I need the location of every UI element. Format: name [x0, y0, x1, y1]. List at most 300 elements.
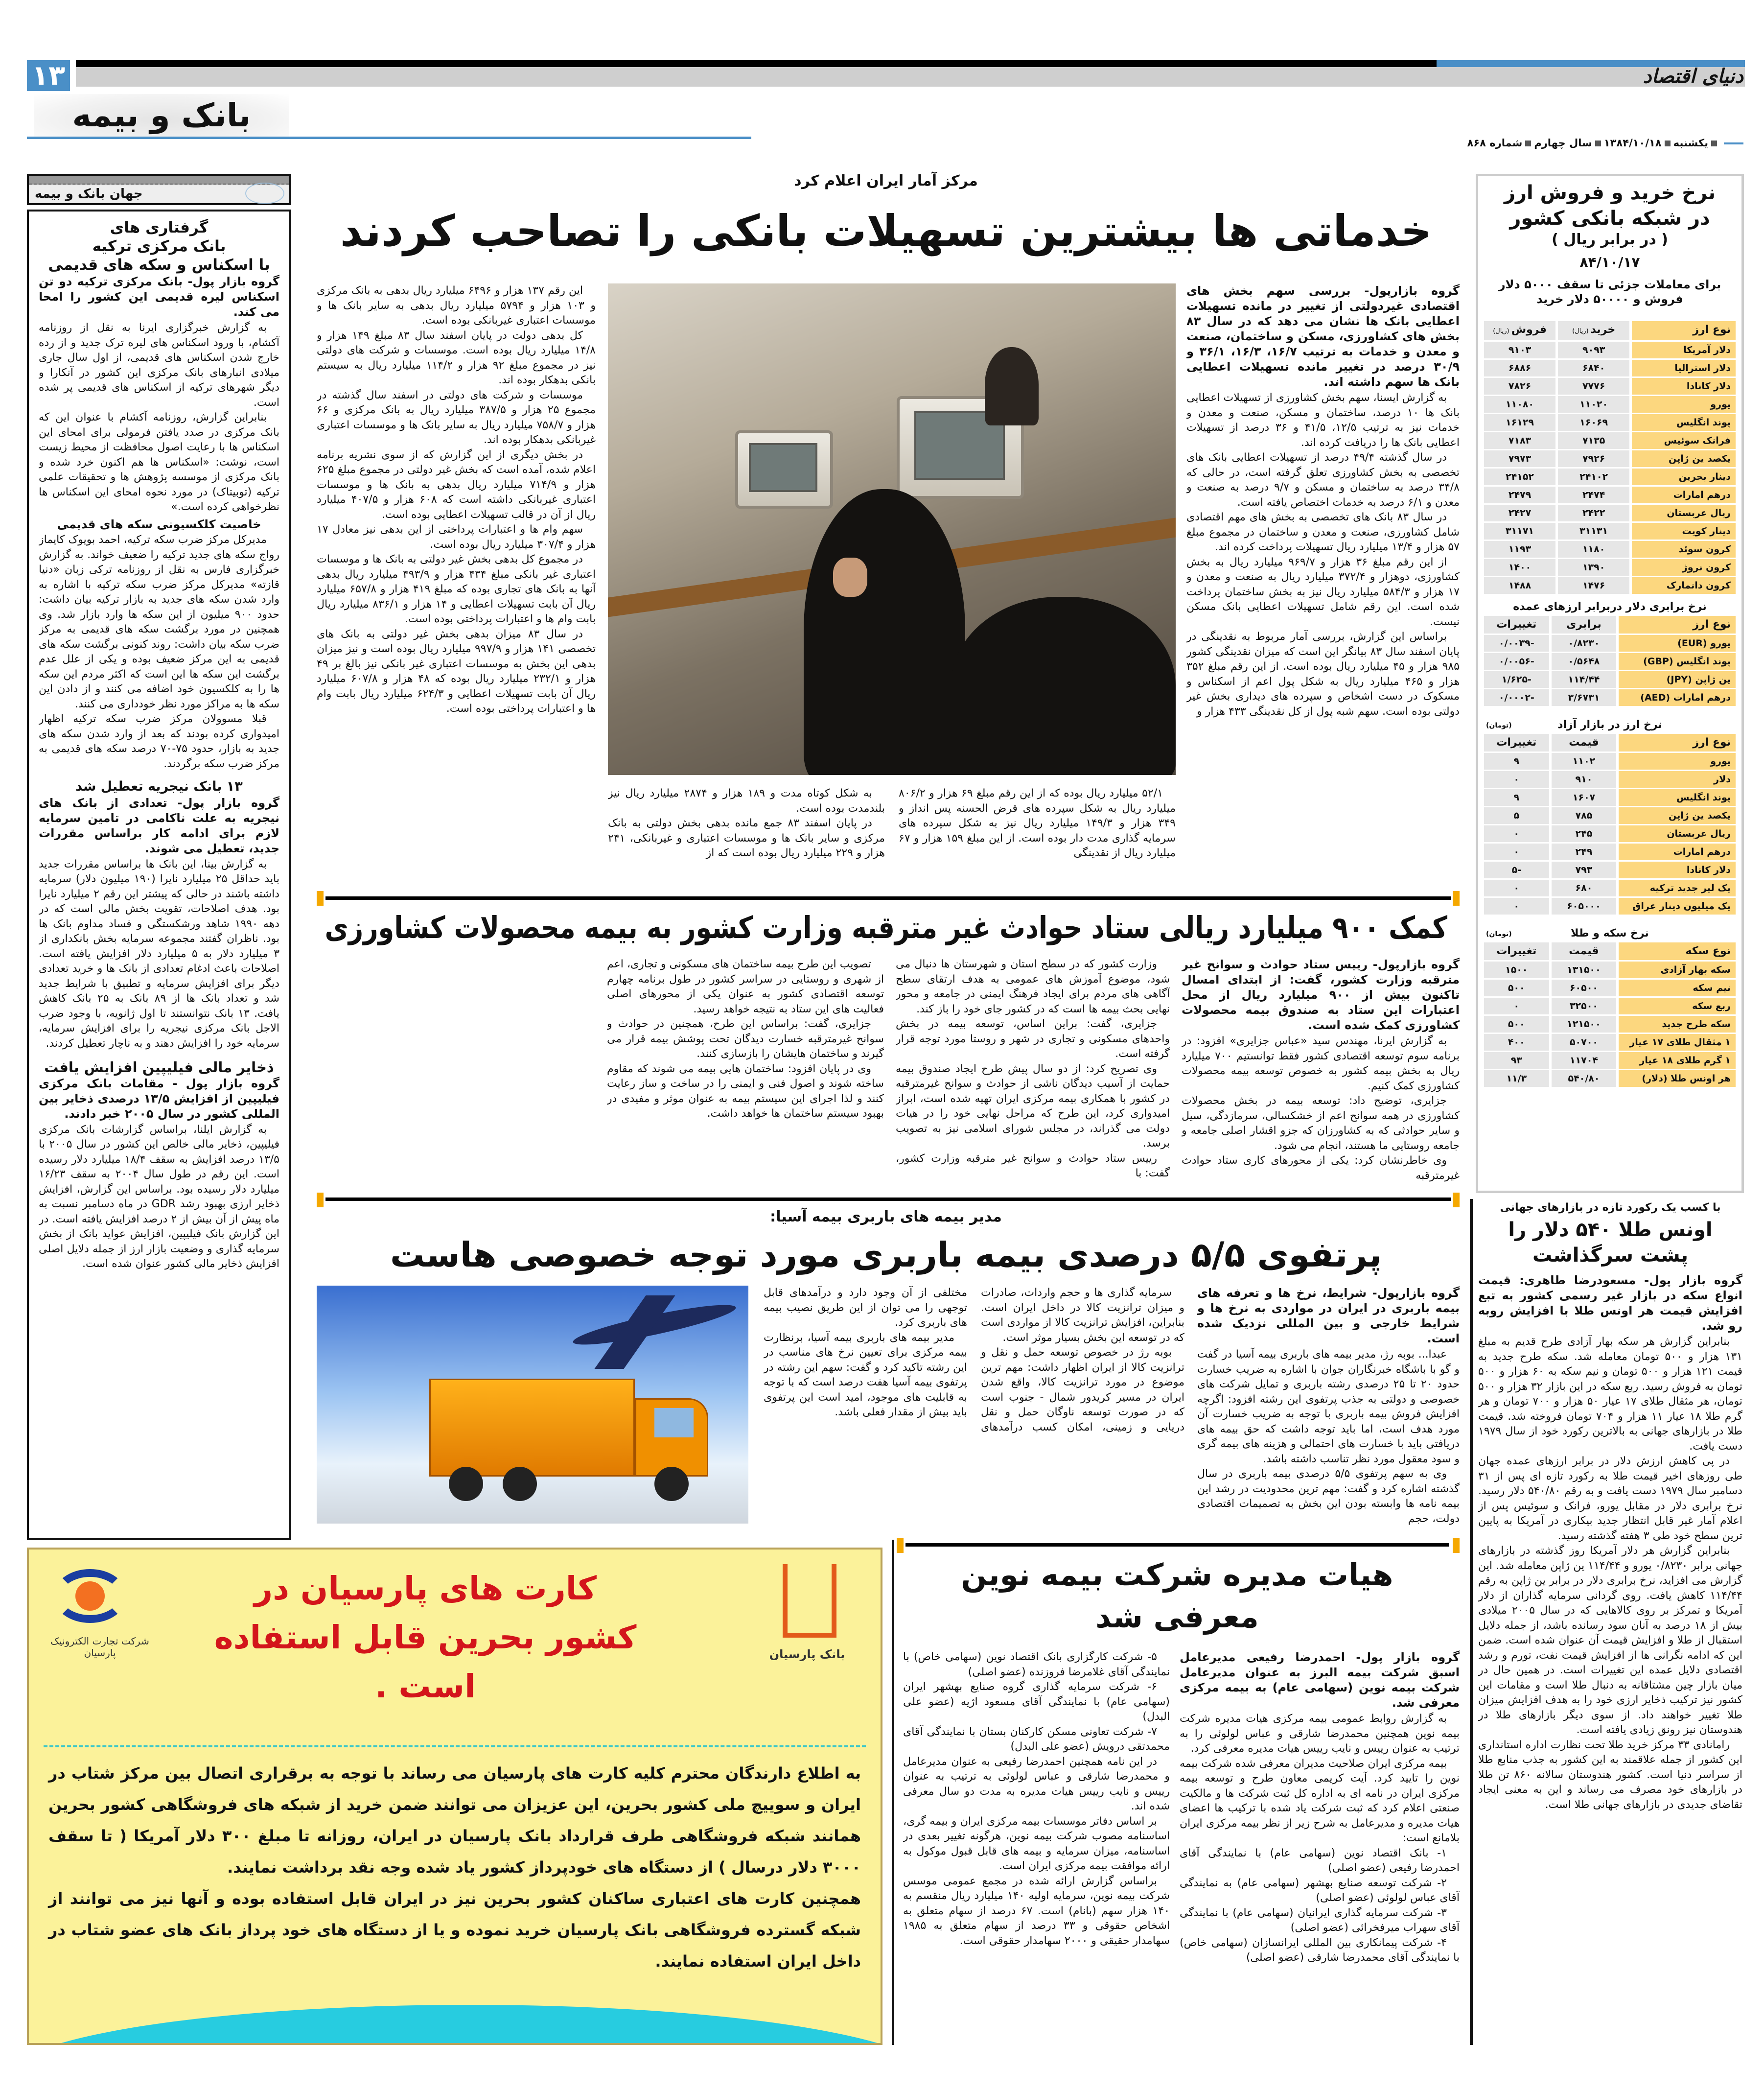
- value-cell: ۷۱۸۳: [1484, 432, 1555, 449]
- turkey-title-2: بانک مرکزی ترکیه: [92, 237, 226, 255]
- paragraph: به گزارش ایسنا، سهم بخش کشاورزی از تسهیلات اعطایی بانک ها ۱۰ درصد، ساختمان و مسکن، صنعت و معدن و خدمات نیز به ترتیب ۱۲/۵، ۴۱/۵ و ۳۶ درصد از تسهیلات اعطایی بانک ها را دریافت کرده اند.: [1186, 392, 1460, 449]
- cargo-truck-image: [317, 1286, 748, 1524]
- value-cell: ۱۳۱۵۰۰: [1552, 962, 1617, 978]
- paragraph: وزارت کشور که در سطح استان و شهرستان ها دنبال می شود، موضوع آموزش های عمومی به هدف ارتقای سطح آگاهی های مردم برای ایجاد فرهنگ ایمنی در جامعه و محور نهایی بحث بیمه ها است که در کشور جای خود را باز کند.: [896, 958, 1170, 1015]
- value-cell: ۷۹۷۳: [1484, 450, 1555, 467]
- value-cell: -۰/۰۰۰۲: [1484, 689, 1549, 706]
- table-row: [1484, 671, 1736, 688]
- main-article-col4: [317, 283, 596, 886]
- table-header-cell: برابری: [1552, 616, 1617, 634]
- divider-marker: [897, 1538, 904, 1553]
- value-cell: ۷۹۳: [1552, 862, 1617, 878]
- currency-name-cell: یکصد ین ژاپن: [1619, 807, 1736, 824]
- currency-name-cell: یورو: [1619, 753, 1736, 770]
- parsian-bank-advertisement[interactable]: [27, 1548, 882, 2045]
- value-cell: ۵: [1484, 807, 1549, 824]
- currency-name-cell: ریال عربستان: [1632, 505, 1736, 521]
- issue-number: شماره ۸۶۸: [1467, 137, 1523, 149]
- column-rule: [1470, 1199, 1473, 2045]
- value-cell: ۰/۸۲۳۰: [1552, 635, 1617, 652]
- value-cell: ۱۴۷۶: [1558, 577, 1629, 594]
- paragraph: جزایری، توضیح داد: توسعه بیمه در بخش محصولات کشاورزی در همه سوانح اعم از خشکسالی، سرمازدگی، سیل و سایر حوادثی که به کشاورزان که جزو اقشار اصلی جامعه و جامعه روستایی ما هستند، انجام می شود.: [1182, 1095, 1460, 1152]
- agri-headline: کمک ۹۰۰ میلیارد ریالی ستاد حوادث غیر مترقبه وزارت کشور به بیمه محصولات کشاورزی: [325, 910, 1447, 945]
- currency-name-cell: ریال عربستان: [1619, 825, 1736, 842]
- agri-article-col3: [607, 957, 884, 1192]
- paragraph: به گزارش روابط عمومی بیمه مرکزی هیات مدیره شرکت بیمه نوین همچنین محمدرضا شارقی و عباس لولوئی را به ترتیب به عنوان رییس و نایب رییس هیات مدیره معرفی کرد.: [1180, 1713, 1460, 1755]
- paragraph: در پی کاهش ارزش دلار در برابر ارزهای عمده جهان طی روزهای اخیر قیمت طلا به رکورد تازه ای پس از ۳۱ دسامبر سال ۱۹۷۹ دست یافت و به رقم ۵۴۰/۸۰ دلار رسید. نرخ برابری دلار در مقابل یورو، فرانک و سوئیس پس از اعلام آمار غیر قابل انتظار جدید بیکاری در آمریکا به پایین ترین سطح خود طی ۳ هفته گذشته رسید.: [1478, 1455, 1742, 1542]
- main-article-col1: [1186, 283, 1460, 886]
- value-cell: ۱۱۹۳: [1484, 541, 1555, 558]
- paragraph: به گزارش ایلنا، براساس گزارشات بانک مرکزی فیلیپین، ذخایر مالی خالص این کشور در سال ۲۰۰۵ با ۱۳/۵ درصد افزایش به سقف ۱۸/۴ میلیارد دلار رسیده است. این رقم در طول سال ۲۰۰۴ به سقف ۱۶/۲۳ میلیارد دلار رسیده بود. براساس این گزارش، افزایش ذخایر ارزی بهبود رشد GDR در ماه دسامبر نسبت به ماه پیش از آن بیش از ۲ درصد افزایش یافته است. در این گزارش بانک فیلیپین، افزایش عواید بانک از بخش سرمایه گذاری و وضعیت بازار ارز از جمله دلایل اصلی افزایش ذخایر مالی کشور عنوان شده است.: [39, 1123, 279, 1270]
- table-row: [1484, 469, 1736, 485]
- parsian-bank-logo-icon: [783, 1564, 836, 1638]
- table-row: [1484, 880, 1736, 896]
- table-header-cell: فروش (ریال): [1484, 321, 1555, 340]
- currency-name-cell: دینار کویت: [1632, 523, 1736, 540]
- value-cell: ۱۳۹۰: [1558, 559, 1629, 576]
- divider-marker: [317, 891, 324, 906]
- main-article-col2: [899, 786, 1176, 884]
- value-cell: ۰: [1484, 880, 1549, 896]
- cargo-article-col1: [1197, 1286, 1460, 1530]
- gold-lead: گروه بازار پول- مسعودرضا طاهری: قیمت انواع سکه در بازار غیر رسمی کشور به تبع افزایش قیمت هر اونس طلا با افزایش روبه رو شد.: [1478, 1273, 1742, 1333]
- value-cell: ۵۴۰/۸۰: [1552, 1070, 1617, 1087]
- currency-name-cell: دلار: [1619, 771, 1736, 788]
- subhead-collectible-coins: خاصیت کلکسیونی سکه های قدیمی: [57, 517, 261, 531]
- value-cell: ۹۱۰۳: [1484, 342, 1555, 358]
- cargo-lead: گروه بازارپول- شرایط، نرخ ها و تعرفه های بیمه باربری در ایران در مواردی به نرخ ها و شرایط خارجی و بین المللی نزدیک شده است.: [1197, 1286, 1460, 1345]
- value-cell: ۷۱۳۵: [1558, 432, 1629, 449]
- currency-name-cell: پوند انگلیس: [1619, 789, 1736, 806]
- table-header-cell: تغییرات: [1484, 616, 1549, 634]
- table-header-row: [1484, 942, 1736, 960]
- agri-article-col2: [896, 957, 1170, 1192]
- currency-name-cell: ین ژاپن (JPY): [1619, 671, 1736, 688]
- header-band: [76, 67, 1745, 87]
- agri-lead: گروه بازارپول- رییس ستاد حوادث و سوانح غیر مترقبه وزارت کشور، گفت: از ابتدای امسال تاکنون بیش از ۹۰۰ میلیارد ریال از محل اعتبارات این ستاد به صندوق بیمه محصولات کشاورزی کمک شده است.: [1182, 958, 1460, 1032]
- value-cell: ۹: [1484, 789, 1549, 806]
- table-header-cell: تغییرات: [1484, 942, 1549, 960]
- paragraph-list: [317, 283, 596, 717]
- value-cell: ۳/۶۷۳۱: [1552, 689, 1617, 706]
- paragraph-list: [903, 1650, 1170, 1949]
- paragraph: کل بدهی دولت در پایان اسفند سال ۸۳ مبلغ ۱۴۹ هزار و ۱۴/۸ میلیارد ریال بوده است. موسسات و شرکت های دولتی نیز در مجموع مبلغ ۹۲ هزار و ۱۱۴/۲ میلیارد ریال به سیستم بانکی بدهکار بوده اند.: [317, 329, 596, 386]
- paragraph: براساس گزارش ارائه شده در مجمع عمومی موسس شرکت بیمه نوین، سرمایه اولیه ۱۴۰ میلیارد ریال منقسم به ۱۴۰ هزار سهم (بانام) است. ۶۷ درصد از سهام متعلق به اشخاص حقوقی و ۳۳ درصد از سهام متعلق به ۱۹۸۵ سهامدار حقیقی و ۲۰۰۰ سهامدار حقوقی است.: [903, 1875, 1170, 1947]
- paragraph: بیمه مرکزی ایران صلاحیت مدیران معرفی شده شرکت بیمه نوین را تایید کرد. آیت کریمی معاون طرح و توسعه بیمه مرکزی ایران در نامه ای به اداره کل ثبت شرکت ها و مالکیت صنعتی اعلام کرد که ثبت شرکت یاد شده با ترکیب ها اعضای هیات مدیره و مدیرعامل به شرح زیر از نظر بیمه مرکزی ایران بلامانع است:: [1180, 1757, 1460, 1844]
- currency-name-cell: ۱ گرم طلای ۱۸ عیار: [1619, 1052, 1736, 1069]
- rates-title-line1: نرخ خرید و فروش ارز: [1504, 182, 1716, 204]
- paragraph: این رقم ۱۳۷ هزار و ۶۴۹۶ میلیارد ریال بدهی به بانک مرکزی و ۱۰۳ هزار و ۵۷۹۴ میلیارد ریال بدهی به سایر بانک ها و موسسات اعتباری غیربانکی بوده است.: [317, 284, 596, 327]
- currency-name-cell: سکه بهار آزادی: [1619, 962, 1736, 978]
- table-row: [1484, 378, 1736, 395]
- free-market-title: نرخ ارز در بازار آزاد: [1557, 719, 1662, 731]
- page-number: ۱۳: [27, 60, 70, 91]
- table-row: [1484, 505, 1736, 521]
- parsian-bank-logo-text: بانک پارسیان: [769, 1647, 845, 1661]
- value-cell: ۲۴۱۰۲: [1558, 469, 1629, 485]
- paragraph: وی خاطرنشان کرد: یکی از محورهای کاری ستاد حوادث غیرمترقبه: [1182, 1154, 1460, 1182]
- value-cell: ۰: [1484, 825, 1549, 842]
- table-header-cell: خرید (ریال): [1558, 321, 1629, 340]
- table-row: [1484, 789, 1736, 806]
- coin-gold-unit: (تومان): [1486, 930, 1512, 938]
- ad-body-paragraph: به اطلاع دارندگان محترم کلیه کارت های پارسیان می رساند با توجه به برقراری اتصال بین مرکز شتاب در ایران و سوییچ ملی کشور بحرین، این عزیزان می توانند ضمن خرید از شبکه های فروشگاهی کشور بحرین همانند شبکه فروشگاهی طرف قرارداد بانک پارسیان در ایران، روزانه تا مبلغ ۳۰۰ دلار آمریکا ( تا سقف ۳۰۰۰ دلار درسال ) از دستگاه های خودپرداز کشور یاد شده وجه نقد برداشت نمایند.: [48, 1764, 861, 1877]
- currency-name-cell: کرون دانمارک: [1632, 577, 1736, 594]
- value-cell: ۱۱۰۲۰: [1558, 396, 1629, 413]
- section-divider: [325, 896, 1451, 900]
- value-cell: ۹: [1484, 753, 1549, 770]
- currency-name-cell: یورو: [1632, 396, 1736, 413]
- table-header-row: [1484, 734, 1736, 751]
- value-cell: ۲۴۹: [1552, 844, 1617, 860]
- value-cell: ۱۱۰۸۰: [1484, 396, 1555, 413]
- table-row: [1484, 771, 1736, 788]
- table-row: [1484, 559, 1736, 576]
- paragraph-list: [608, 786, 885, 861]
- coin-gold-table: [1484, 942, 1736, 1087]
- paragraph: در این نامه همچنین احمدرضا رفیعی به عنوان مدیرعامل و محمدرضا شارقی و عباس لولوئی به ترتیب به عنوان رییس و نایب رییس هیات مدیره به مدت دو سال معرفی شده اند.: [903, 1755, 1170, 1812]
- subhead-philippines-reserves: ذخایر مالی فیلیپین افزایش یافت: [44, 1059, 274, 1076]
- nigeria-lead: گروه بازار پول- تعدادی از بانک های نیجریه به علت ناکامی در تامین سرمایه لازم برای ادامه کار براساس مقررات جدید، تعطیل می شوند.: [39, 796, 279, 855]
- value-cell: ۵۰۰: [1484, 1016, 1549, 1033]
- paragraph: رییس ستاد حوادث و سوانح غیر مترقبه وزارت کشور، گفت: با: [896, 1152, 1170, 1179]
- paragraph: تصویب این طرح بیمه ساختمان های مسکونی و تجاری، اعم از شهری و روستایی در سراسر کشور در طول برنامه چهارم توسعه اقتصادی کشور به عنوان یکی از محورهای اصلی فعالیت های این ستاد به نتیجه خواهد رسید.: [607, 958, 884, 1015]
- bank-rates-table: [1484, 321, 1736, 594]
- value-cell: ۱۵۰۰: [1484, 962, 1549, 978]
- paragraph-list: [1197, 1347, 1460, 1526]
- currency-name-cell: کرون نروژ: [1632, 559, 1736, 576]
- value-cell: -۱/۶۲۵: [1484, 671, 1549, 688]
- value-cell: ۲۴۷۴: [1558, 487, 1629, 503]
- novin-article-col1: [1180, 1650, 1460, 2044]
- main-headline: خدماتی ها بیشترین تسهیلات بانکی را تصاحب کردند: [340, 206, 1432, 256]
- table-row: [1484, 487, 1736, 503]
- main-article-col3: [608, 786, 885, 884]
- newspaper-logo: دنیای اقتصاد: [1643, 65, 1743, 88]
- world-bank-insurance-header: [27, 174, 291, 205]
- paragraph: بنابراین گزارش، روزنامه آکشام با عنوان این که بانک مرکزی در صدد یافتن فرمولی برای امحای این اسکناس ها با رعایت اصول محافظت از محیط زیست است، نوشت: «اسکناس ها هم اکنون خرد شده و بانک مرکزی از موسسه پژوهش ها و تحقیقات علمی ترکیه (توبیتاک) در مورد نحوه امحای این اسکناس ها نظرخواهی کرده است.»: [39, 411, 279, 513]
- paragraph: به گزارش خبرگزاری ایرنا به نقل از روزنامه آکشام، با ورود اسکناس های لیره ترک جدید و از رده خارج شدن اسکناس های قدیمی، از اول سال جاری میلادی انبارهای بانک مرکزی این کشور در آنکارا و دیگر شهرهای ترکیه از اسکناس های قدیمی پر شده است.: [39, 322, 279, 409]
- dollar-table-title: نرخ برابری دلار دربرابر ارزهای عمده: [1513, 601, 1707, 613]
- table-header-cell: نوع سکه: [1619, 942, 1736, 960]
- paragraph-list: [764, 1286, 1184, 1435]
- novin-headline-line1: هیات مدیره شرکت بیمه نوین: [961, 1557, 1393, 1593]
- table-header-cell: نوع ارز: [1632, 321, 1736, 340]
- paragraph: جزایری، گفت: براساس این طرح، همچنین در حوادث و سوانح غیرمترقبه خسارت دیدگان تحت پوشش بیمه قرار می گیرند و ساختمان هایشان را بازسازی کنند.: [607, 1018, 884, 1060]
- paragraph: در پایان اسفند ۸۳ جمع مانده بدهی بخش دولتی به بانک مرکزی و سایر بانک ها و موسسات اعتباری و غیربانکی، ۲۴۱ هزار و ۲۲۹ میلیارد ریال بوده است که از: [608, 817, 885, 859]
- table-row: [1484, 898, 1736, 915]
- dateline: [1467, 137, 1743, 149]
- ad-body-paragraph: همچنین کارت های اعتباری ساکنان کشور بحرین نیز در ایران قابل استفاده بوده و آنها نیز می توانند از شبکه گسترده فروشگاهی بانک پارسیان خرید نموده و یا از دستگاه های خود پرداز بانک های عضو شتاب در داخل ایران استفاده نمایند.: [48, 1889, 861, 1971]
- subhead-nigeria-banks: ۱۳ بانک نیجریه تعطیل شد: [75, 779, 243, 794]
- table-header-cell: نوع ارز: [1619, 616, 1736, 634]
- paragraph-list: [1180, 1712, 1460, 1966]
- cargo-headline: پرتفوی ۵/۵ درصدی بیمه باربری مورد توجه خصوصی هاست: [390, 1235, 1382, 1275]
- currency-name-cell: یورو (EUR): [1619, 635, 1736, 652]
- agri-article-col1: [1182, 957, 1460, 1192]
- paragraph-list: [899, 786, 1176, 861]
- currency-name-cell: ۱ مثقال طلای ۱۷ عیار: [1619, 1034, 1736, 1051]
- paragraph: قبلا مسوولان مرکز ضرب سکه ترکیه اظهار امیدواری کرده بودند که بعد از وارد شدن سکه های جدید به بازار، حدود ۷۵-۷۰ درصد سکه های قدیمی به مرکز ضرب سکه برگردند.: [39, 713, 279, 770]
- paragraph-list: [896, 957, 1170, 1181]
- gold-title-line2: پشت سرگذاشت: [1532, 1244, 1688, 1267]
- paragraph: ۵۲/۱ میلیارد ریال بوده که از این رقم مبلغ ۶۹ هزار و ۸۰۶/۲ میلیارد ریال به شکل سپرده های قرض الحسنه پس انداز و ۳۴۹ هزار و ۱۴۹/۳ میلیارد ریال نیز به شکل سپرده های سرمایه گذاری مدت دار بوده است. از این مبلغ ۱۵۹ هزار و ۶۷ میلیارد ریال از نقدینگی: [899, 787, 1176, 859]
- section-divider: [905, 1543, 1449, 1547]
- turkey-title-1: گرفتاری های: [110, 219, 209, 236]
- value-cell: ۰: [1484, 844, 1549, 860]
- globe-icon: [245, 183, 284, 204]
- value-cell: ۶۸۰: [1552, 880, 1617, 896]
- value-cell: ۲۴۲۲: [1558, 505, 1629, 521]
- currency-name-cell: دلار استرالیا: [1632, 360, 1736, 376]
- date: ۱۳۸۴/۱۰/۱۸: [1603, 137, 1662, 149]
- value-cell: ۲۴۲۷: [1484, 505, 1555, 521]
- paragraph: ۲- شرکت توسعه صنایع بهشهر (سهامی عام) به نمایندگی آقای عباس لولوئی (عضو اصلی): [1180, 1877, 1460, 1904]
- gold-kicker: با کسب یک رکورد تازه در بازارهای جهانی: [1500, 1201, 1721, 1214]
- table-row: [1484, 1052, 1736, 1069]
- paragraph: جزایری، گفت: براین اساس، توسعه بیمه در بخش واحدهای مسکونی و تجاری در شهر و روستا مورد توجه قرار گرفته است.: [896, 1018, 1170, 1060]
- table-row: [1484, 523, 1736, 540]
- value-cell: ۵۰۰: [1484, 980, 1549, 996]
- table-row: [1484, 342, 1736, 358]
- value-cell: ۶۸۸۶: [1484, 360, 1555, 376]
- value-cell: ۶۰۵۰۰۰: [1552, 898, 1617, 915]
- paragraph-list: [39, 857, 279, 1052]
- table-row: [1484, 807, 1736, 824]
- value-cell: ۶۰۵۰۰: [1552, 980, 1617, 996]
- exchange-rates-box: [1476, 174, 1744, 1193]
- paragraph-list: [1186, 391, 1460, 719]
- paragraph: به شکل کوتاه مدت و ۱۸۹ هزار و ۲۸۷۴ میلیارد ریال نیز بلندمدت بوده است.: [608, 787, 885, 815]
- e-letter-icon: [75, 1581, 105, 1611]
- paragraph: در مجموع کل بدهی بخش غیر دولتی به بانک ها و موسسات اعتباری غیر بانکی مبلغ ۴۳۴ هزار و ۴۹۳/۹ میلیارد ریال بدهی آنها به بانک های تجاری بوده که مبلغ ۴۱۹ هزار و ۶۵۷/۸ میلیارد ریال آن بابت تسهیلات اعطایی و ۱۴ هزار و ۸۳۶/۱ میلیارد ریال بابت وام ها و اعتبارات پرداختی بوده است.: [317, 553, 596, 625]
- currency-name-cell: ربع سکه: [1619, 998, 1736, 1014]
- paragraph: براساس این گزارش، بررسی آمار مربوط به نقدینگی در پایان اسفند سال ۸۳ بیانگر این است که میزان نقدینگی کشور ۹۸۵ هزار و ۴۵ میلیارد ریال بوده است. از این رقم مبلغ ۳۵۲ هزار و ۴۶۵ میلیارد ریال به شکل پول اعم از اسکناس و مسکوک در دست اشخاص و سپرده های دیداری بخش غیر دولتی بوده است. سهم شبه پول از کل نقدینگی ۴۳۳ هزار و: [1186, 631, 1460, 718]
- value-cell: ۴۰۰: [1484, 1034, 1549, 1051]
- value-cell: -۰/۰۰۳۹: [1484, 635, 1549, 652]
- gold-article: [1478, 1200, 1742, 2045]
- paragraph: ۷- شرکت تعاونی مسکن کارکنان بستان با نمایندگی آقای محمدتقی درویش (عضو علی البدل): [903, 1725, 1170, 1753]
- value-cell: ۰: [1484, 898, 1549, 915]
- paragraph: از این رقم مبلغ ۳۶ هزار و ۹۶۹/۷ میلیارد ریال به بخش کشاورزی، دوهزار و ۳۷۲/۴ میلیارد ریال به صنعت و معدن و ۱۷ هزار و ۵۸۴/۳ میلیارد ریال نیز به بخش ساختمان پرداخت شده است. این رقم شامل تسهیلات اعطایی بانک مسکن نیست.: [1186, 556, 1460, 628]
- value-cell: ۱۴۸۸: [1484, 577, 1555, 594]
- paragraph: به گزارش ایرنا، مهندس سید «عباس جزایری» افزود: در برنامه سوم توسعه اقتصادی کشور فقط توانستیم ۷۰۰ میلیارد ریال به بخش بیمه کشور به خصوص توسعه بیمه محصولات کشاورزی کمک کنیم.: [1182, 1035, 1460, 1092]
- value-cell: ۹۳: [1484, 1052, 1549, 1069]
- table-row: [1484, 541, 1736, 558]
- rates-title-line2: در شبکه بانکی کشور: [1509, 207, 1710, 230]
- cargo-kicker: مدیر بیمه های باربری بیمه آسیا:: [770, 1208, 1002, 1225]
- table-row: [1484, 635, 1736, 652]
- currency-name-cell: نیم سکه: [1619, 980, 1736, 996]
- paragraph-list: [39, 321, 279, 515]
- novin-lead: گروه بازار پول- احمدرضا رفیعی مدیرعامل اسبق شرکت بیمه البرز به عنوان مدیرعامل شرکت بیمه نوین (سهامی عام) به بیمه مرکزی معرفی شد.: [1180, 1650, 1460, 1710]
- table-header-cell: قیمت: [1552, 734, 1617, 751]
- main-kicker: مرکز آمار ایران اعلام کرد: [794, 172, 978, 189]
- paragraph: مدیرکل مرکز ضرب سکه ترکیه، احمد بویوک کایماز رواج سکه های جدید ترکیه را ضعیف خواند. به گزارش خبرگزاری فارس به نقل از روزنامه ترکی زبان «دنیا قازته» مدیرکل مرکز ضرب سکه ترکیه با اشاره به وارد شدن سکه های جدید به بازار ترکیه بیان داشت: حدود ۹۰۰ میلیون از این سکه ها وارد بازار شد. وی همچنین در مورد برگشت سکه های قدیمی به مرکز ضرب سکه بیان داشت: روند کنونی برگشت سکه های قدیمی به این مرکز ضعیف بوده و یکی از علل عدم برگشت این سکه ها این است که اکثر مردم این سکه ها را به کلکسیون خود اضافه می کنند و از دادن این سکه ها به مراکز مورد نظر خودداری می کنند.: [39, 534, 279, 710]
- divider-marker: [1453, 891, 1460, 906]
- table-row: [1484, 998, 1736, 1014]
- table-row: [1484, 1016, 1736, 1033]
- paragraph: ۱- بانک اقتصاد نوین (سهامی عام) با نمایندگی آقای احمدرضا رفیعی (عضو اصلی): [1180, 1847, 1460, 1874]
- ad-wave-decoration: [27, 2005, 882, 2045]
- value-cell: -۵: [1484, 862, 1549, 878]
- value-cell: ۹۰۹۳: [1558, 342, 1629, 358]
- paragraph: سرمایه گذاری ها و حجم واردات، صادرات و میزان ترانزیت کالا در داخل ایران است. بنابراین، افزایش ترانزیت کالا از مواردی است که در توسعه این بخش بسیار موثر است.: [981, 1287, 1184, 1344]
- value-cell: ۷۹۲۶: [1558, 450, 1629, 467]
- novin-article-col2: [903, 1650, 1170, 2044]
- divider-marker: [1453, 1193, 1460, 1207]
- table-row: [1484, 689, 1736, 706]
- paragraph: در سال گذشته ۴۹/۴ درصد از تسهیلات اعطایی بانک های تخصصی به بخش کشاورزی تعلق گرفته است، در حالی که ۳۴/۸ درصد به ساختمان و مسکن و ۹/۷ درصد به صنعت و معدن و ۶/۱ درصد به خدمات اختصاص یافته است.: [1186, 451, 1460, 509]
- currency-name-cell: فرانک سوئیس: [1632, 432, 1736, 449]
- value-cell: ۲۴۵: [1552, 825, 1617, 842]
- column-rule: [892, 1540, 894, 2045]
- value-cell: ۱۶۰۶۹: [1558, 414, 1629, 431]
- paragraph: عبدا... بوبه رژ، مدیر بیمه های باربری بیمه آسیا در گفت و گو با باشگاه خبرنگاران جوان با اشاره به ضریب خسارت حدود ۲۰ تا ۲۵ درصدی رشته باربری و تمایل شرکت های خصوصی و دولتی به جذب پرتفوی این رشته افزود: اگرچه افزایش فروش بیمه باربری با توجه به ضریب خسارت آن مورد هدف است، اما باید توجه داشت که حق بیمه های دریافتی باید با خسارت های احتمالی و هزینه های بیمه گری و سود معقول مورد نظر تناسب داشته باشد.: [1197, 1348, 1460, 1465]
- divider-marker: [317, 1193, 324, 1207]
- paragraph: موسسات و شرکت های دولتی در اسفند سال گذشته در مجموع ۲۵ هزار و ۳۸۷/۵ میلیارد ریال به بانک مرکزی و ۶۶ هزار و ۷۵۸/۷ میلیارد ریال به سایر بانک ها و موسسات اعتباری غیربانکی بدهکار بوده اند.: [317, 389, 596, 446]
- philippines-lead: گروه بازار پول - مقامات بانک مرکزی فیلیپین از افزایش ۱۳/۵ درصدی ذخایر بین المللی کشور در سال ۲۰۰۵ خبر دادند.: [39, 1076, 279, 1121]
- rates-note: برای معاملات جزئی تا سقف ۵۰۰۰ دلار فروش و ۵۰۰۰۰ دلار خرید: [1498, 278, 1721, 306]
- currency-name-cell: دینار بحرین: [1632, 469, 1736, 485]
- currency-name-cell: سکه طرح جدید: [1619, 1016, 1736, 1033]
- table-row: [1484, 577, 1736, 594]
- paragraph: وی تصریح کرد: از دو سال پیش طرح ایجاد صندوق بیمه حمایت از آسیب دیدگان ناشی از حوادث و سوانح غیرمترقبه در کشور با همکاری بیمه مرکزی ایران تهیه شده است، ابراز امیدواری کرد، این طرح که مراحل نهایی خود را در هیات دولت می گذراند، در مجلس شورای اسلامی نیز به تصویب برسد.: [896, 1062, 1170, 1150]
- paragraph: وی در پایان افزود: ساختمان هایی بیمه می شوند که مقاوم ساخته شوند و اصول فنی و ایمنی را در ساخت و ساز رعایت کنند و لذا اجرای این سیستم بیمه به عنوان موثر و مفیدی در بهبود سیستم ساختمان ها خواهد داشت.: [607, 1062, 884, 1120]
- table-row: [1484, 1070, 1736, 1087]
- main-lead: گروه بازارپول- بررسی سهم بخش های اقتصادی غیردولتی از تغییر در مانده تسهیلات اعطایی بانک ها نشان می دهد که در سال ۸۳ بخش های کشاورزی، مسکن و ساختمان، صنعت و معدن و خدمات به ترتیب ۱۶/۷، ۱۶/۳، ۳۶/۱ و ۳۰/۹ درصد در تغییر مانده تسهیلات اعطایی بانک ها سهم داشته اند.: [1186, 284, 1460, 389]
- table-row: [1484, 414, 1736, 431]
- value-cell: ۰: [1484, 771, 1549, 788]
- table-row: [1484, 980, 1736, 996]
- value-cell: ۱۲۱۵۰۰: [1552, 1016, 1617, 1033]
- table-row: [1484, 1034, 1736, 1051]
- value-cell: ۳۱۱۳۱: [1558, 523, 1629, 540]
- ad-title-line2: کشور بحرین قابل استفاده است .: [214, 1619, 637, 1705]
- table-header-row: [1484, 321, 1736, 340]
- ad-title-line1: کارت های پارسیان در: [254, 1570, 597, 1607]
- table-row: [1484, 450, 1736, 467]
- value-cell: ۱۱۴/۴۴: [1552, 671, 1617, 688]
- value-cell: ۰: [1484, 998, 1549, 1014]
- table-header-cell: تغییرات: [1484, 734, 1549, 751]
- section-rule: [27, 137, 751, 139]
- currency-name-cell: دلار آمریکا: [1632, 342, 1736, 358]
- value-cell: ۱۱۸۰: [1558, 541, 1629, 558]
- paragraph: بنابراین گزارش هر سکه بهار آزادی طرح قدیم به مبلغ ۱۳۱ هزار و ۵۰۰ تومان معامله شد. سکه طرح جدید به قیمت ۱۲۱ هزار و ۵۰۰ تومان و نیم سکه به ۶۰ هزار و ۵۰۰ تومان به فروش رسید. ربع سکه در این بازار ۳۲ هزار و ۵۰۰ تومان، هر مثقال طلای ۱۷ عیار ۵۰ هزار و ۷۰۰ تومان و هر گرم طلا ۱۸ عیار ۱۱ هزار و ۷۰۴ تومان فروخته شد. قیمت طلا در بازارهای جهانی به بالاترین رکورد خود از سال ۱۹۷۹ دست یافت.: [1478, 1336, 1742, 1453]
- table-row: [1484, 962, 1736, 978]
- table-row: [1484, 432, 1736, 449]
- value-cell: ۷۸۵: [1552, 807, 1617, 824]
- value-cell: ۳۱۱۷۱: [1484, 523, 1555, 540]
- turkey-title-3: با اسکناس و سکه های قدیمی: [48, 256, 270, 274]
- bank-tellers-photo: [608, 283, 1176, 775]
- dollar-parity-table: [1484, 616, 1736, 706]
- paragraph: وی به سهم پرتفوی ۵/۵ درصدی بیمه باربری در سال گذشته اشاره کرد و گفت: مهم ترین محدودیت در رشد این بیمه نامه ها وابسته بودن این بخش به تصمیمات اقتصادی دولت، حجم: [1197, 1468, 1460, 1525]
- free-market-table: [1484, 734, 1736, 915]
- section-divider: [325, 1198, 1451, 1201]
- world-news-box: [27, 210, 291, 1540]
- weekday: یکشنبه: [1673, 137, 1708, 149]
- currency-name-cell: هر اونس طلا (دلار): [1619, 1070, 1736, 1087]
- table-row: [1484, 360, 1736, 376]
- currency-name-cell: دلار کانادا: [1619, 862, 1736, 878]
- value-cell: ۲۴۱۵۲: [1484, 469, 1555, 485]
- table-row: [1484, 396, 1736, 413]
- value-cell: ۹۱۰: [1552, 771, 1617, 788]
- paragraph-list: [1182, 1034, 1460, 1183]
- table-row: [1484, 862, 1736, 878]
- free-market-unit: (تومان): [1486, 722, 1512, 729]
- table-row: [1484, 653, 1736, 670]
- value-cell: ۱۴۰۰: [1484, 559, 1555, 576]
- currency-name-cell: پوند انگلیس: [1632, 414, 1736, 431]
- table-header-cell: قیمت: [1552, 942, 1617, 960]
- rates-date: ۸۴/۱۰/۱۷: [1579, 254, 1640, 270]
- table-row: [1484, 825, 1736, 842]
- paragraph: سهم وام ها و اعتبارات پرداختی از این بدهی نیز معادل ۱۷ هزار و ۳۰۷/۴ میلیارد ریال بوده است.: [317, 523, 596, 551]
- value-cell: ۲۴۷۹: [1484, 487, 1555, 503]
- rates-subtitle: ( در برابر ریال ): [1552, 231, 1668, 248]
- paragraph: در سال ۸۳ میزان بدهی بخش غیر دولتی به بانک های تخصصی ۱۴۱ هزار و ۹۹۷/۹ میلیارد ریال بوده است و نیز میزان بدهی این بخش به موسسات اعتباری غیر بانکی نیز بالغ بر ۴۹ هزار و ۲۳۲/۱ میلیارد ریال بوده که ۴۸ هزار و ۶۰۷/۸ میلیارد ریال آن بابت تسهیلات اعطایی و ۶۲۴/۳ میلیارد ریال بابت وام ها و اعتبارات پرداختی بوده است.: [317, 628, 596, 715]
- paragraph: بنابراین گزارش هر دلار آمریکا روز گذشته در بازارهای جهانی برابر ۰/۸۲۳۰ یورو و ۱۱۴/۴۴ ین ژاپن معامله شد. این گزارش می افزاید، نرخ برابری دلار در برابر ین ژاپن به رقم ۱۱۴/۴۴ کاهش یافت. روی گردانی سرمایه گذاران از دلار آمریکا و تمرکز بر روی کالاهایی که در سال ۲۰۰۵ میلادی بیش از ۱۸ درصد به آنان سود رسانده باشد، از جمله دلایل استقبال از طلا و افزایش قیمت آن عنوان شده است. ضمن این که ادامه نگرانی ها از افزایش قیمت نفت، تورم و رشد اقتصادی دلایل عمده این تغییرات است. در همین حال در میان بازار چین مشتاقانه به دنبال طلا است و مقامات این کشور نیز ترکیب ذخایر ارزی خود را به هدف افزایش میزان طلا تغییر خواهند داد. از سوی دیگر بازارهای طلا در هندوستان نیز رونق زیادی یافته است.: [1478, 1545, 1742, 1736]
- table-row: [1484, 844, 1736, 860]
- paragraph: رامانادی ۳۳ مرکز خرید طلا تحت نظارت اداره استانداری این کشور از جمله علاقمند به این کشور به جذب منابع طلا از سراسر دنیا است. کشور هندوستان سالانه ۸۶۰ تن طلا در بازارهای خود مصرف می رساند و این به معنی ایجاد تقاضای جدیدی در بازارهای جهانی طلا است.: [1478, 1738, 1742, 1811]
- paragraph-list: [607, 957, 884, 1122]
- value-cell: -۰/۰۰۵۶: [1484, 653, 1549, 670]
- paragraph-list: [1478, 1335, 1742, 1812]
- currency-name-cell: دلار کانادا: [1632, 378, 1736, 395]
- value-cell: ۱۱/۳: [1484, 1070, 1549, 1087]
- value-cell: ۷۸۲۶: [1484, 378, 1555, 395]
- paragraph-list: [39, 533, 279, 772]
- value-cell: ۶۸۴۰: [1558, 360, 1629, 376]
- value-cell: ۱۱۰۲: [1552, 753, 1617, 770]
- value-cell: ۱۶۱۲۹: [1484, 414, 1555, 431]
- e-commerce-logo-text: شرکت تجارت الکترونیک پارسیان: [50, 1635, 149, 1659]
- currency-name-cell: درهم امارات: [1619, 844, 1736, 860]
- paragraph: بوبه رژ در خصوص توسعه حمل و نقل و ترانزیت کالا از ایران اظهار داشت: مهم ترین موضوع در مورد ترانزیت کالا، واقع شدن ایران در مسیر کریدور شمال - جنوب است که در صورت توسعه ناوگان حمل و نقل دریایی و زمینی، امکان کسب درآمدهای مختلفی از آن وجود دارد و درآمدهای قابل توجهی را می توان از این طریق نصیب بیمه های باربری کرد.: [764, 1287, 1184, 1433]
- paragraph-list: [39, 1123, 279, 1272]
- paragraph: مدیر بیمه های باربری بیمه آسیا، برنظارت بیمه مرکزی برای تعیین نرخ های مناسب در این رشته تاکید کرد و گفت: سهم این رشته در پرتفوی بیمه آسیا هفت درصد است که با توجه به قابلیت های موجود، امید است این پرتفوی باید بیش از مقدار فعلی باشد.: [764, 1331, 967, 1418]
- currency-name-cell: کرون سوئد: [1632, 541, 1736, 558]
- cargo-article-col2: [764, 1286, 1184, 1530]
- currency-name-cell: درهم امارات: [1632, 487, 1736, 503]
- table-header-row: [1484, 616, 1736, 634]
- coin-gold-title: نرخ سکه و طلا: [1571, 927, 1649, 939]
- value-cell: ۵۰۷۰۰: [1552, 1034, 1617, 1051]
- divider-marker: [1453, 1538, 1460, 1553]
- top-rule: [76, 60, 1437, 67]
- value-cell: ۰/۵۶۴۸: [1552, 653, 1617, 670]
- currency-name-cell: یک میلیون دینار عراق: [1619, 898, 1736, 915]
- turkey-lead: گروه بازار پول- بانک مرکزی ترکیه دو تن اسکناس لیره قدیمی این کشور را امحا می کند.: [39, 275, 279, 319]
- paragraph: در بخش دیگری از این گزارش که از سوی نشریه برنامه اعلام شده، آمده است که بخش غیر دولتی در مجموع مبلغ ۶۲۵ هزار و ۷۱۴/۹ میلیارد ریال بدهی به بانک ها و موسسات اعتباری غیربانکی داشته است که ۶۰۸ هزار و ۴۰۷/۵ میلیارد ریال از آن در قالب تسهیلات اعطایی بوده است.: [317, 448, 596, 521]
- currency-name-cell: پوند انگلیس (GBP): [1619, 653, 1736, 670]
- paragraph: ۳- شرکت سرمایه گذاری ایرانیان (سهامی عام) با نمایندگی آقای سهراب میرفخرائی (عضو اصلی): [1180, 1906, 1460, 1934]
- paragraph: به گزارش بینا، این بانک ها براساس مقررات جدید باید حداقل ۲۵ میلیارد نایرا (۱۹۰ میلیون دلار) سرمایه داشته باشند در حالی که پیشتر این رقم ۲ میلیارد نایرا بود. هدف اصلاحات، تقویت بخش مالی است که در دهه ۱۹۹۰ شاهد ورشکستگی و فساد مداوم بانک ها بود. ناظران گفتند مجموعه سرمایه بخش بانکداری از ۳ میلیارد دلار به ۵ میلیارد دلار افزایش یافته است. اصلاحات باعث ادغام تعدادی از بانک ها و خرید تعدادی دیگر برای افزایش سرمایه و تطبیق با شرایط جدید شد و تعداد بانک ها از ۸۹ بانک به ۲۵ بانک کاهش یافت. ۱۳ بانک نتوانستند تا اول ژانویه، با وجود ضرب الاجل بانک مرکزی نیجریه را برای افزایش سرمایه، سرمایه خود را افزایش دهند و به ناچار تعطیل کردند.: [39, 858, 279, 1050]
- currency-name-cell: یکصد ین ژاپن: [1632, 450, 1736, 467]
- value-cell: ۷۷۷۶: [1558, 378, 1629, 395]
- year-volume: سال چهارم: [1534, 137, 1592, 149]
- table-header-cell: نوع ارز: [1619, 734, 1736, 751]
- novin-headline-line2: معرفی شد: [1095, 1599, 1259, 1635]
- gold-title-line1: اونس طلا ۵۴۰ دلار را: [1508, 1219, 1713, 1241]
- paragraph: ۶- شرکت سرمایه گذاری گروه صنایع بهشهر ایران (سهامی عام) با نمایندگی آقای مسعود اژیه (عضو علی البدل): [903, 1681, 1170, 1723]
- currency-name-cell: یک لیر جدید ترکیه: [1619, 880, 1736, 896]
- paragraph: ۴- شرکت پیمانکاری بین المللی ایرانسازان (سهامی خاص) با نمایندگی آقای محمدرضا شارقی (عضو اصلی): [1180, 1936, 1460, 1964]
- paragraph: در سال ۸۳ بانک های تخصصی به بخش های مهم اقتصادی شامل کشاورزی، صنعت و معدن و ساختمان در مجموع مبلغ ۵۷ هزار و ۱۳/۴ میلیارد ریال تسهیلات پرداخت کرده اند.: [1186, 511, 1460, 553]
